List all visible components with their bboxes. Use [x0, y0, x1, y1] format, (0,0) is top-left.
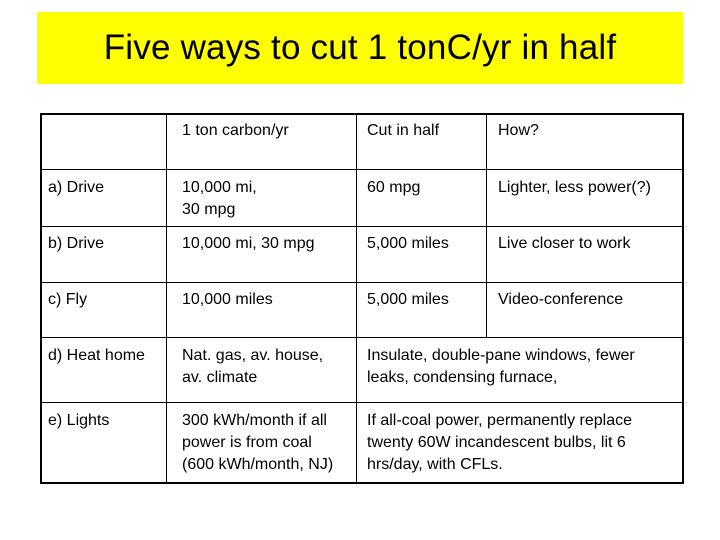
header-cut: Cut in half	[367, 122, 440, 139]
header-carbon: 1 ton carbon/yr	[182, 122, 289, 139]
carbon-line: 300 kWh/month if all	[182, 412, 327, 429]
column-divider	[166, 115, 167, 482]
cut-how-line: twenty 60W incandescent bulbs, lit 6	[367, 434, 626, 451]
cut-how-value	[367, 345, 635, 389]
carbon-value	[182, 345, 323, 389]
row-divider	[42, 226, 682, 227]
row-divider	[42, 337, 682, 338]
row-label: d) Heat home	[48, 347, 145, 364]
carbon-line: power is from coal	[182, 434, 312, 451]
cut-value: 5,000 miles	[367, 291, 449, 308]
carbon-value	[182, 410, 333, 476]
column-divider	[356, 115, 357, 482]
cut-how-line: hrs/day, with CFLs.	[367, 456, 503, 473]
cut-value: 60 mpg	[367, 179, 421, 196]
cut-how-value	[367, 410, 632, 476]
row-divider	[42, 282, 682, 283]
carbon-line: 10,000 mi,	[182, 179, 257, 196]
column-divider	[486, 115, 487, 337]
carbon-value	[182, 177, 257, 221]
carbon-line: av. climate	[182, 369, 258, 386]
cut-how-line: Insulate, double-pane windows, fewer	[367, 347, 635, 364]
how-value: Live closer to work	[498, 235, 631, 252]
carbon-value: 10,000 mi, 30 mpg	[182, 235, 315, 252]
carbon-line: (600 kWh/month, NJ)	[182, 456, 334, 473]
how-value: Video-conference	[498, 291, 624, 308]
carbon-line: Nat. gas, av. house,	[182, 347, 324, 364]
comparison-table	[40, 113, 684, 484]
cut-how-line: If all-coal power, permanently replace	[367, 412, 633, 429]
cut-value: 5,000 miles	[367, 235, 449, 252]
row-label: e) Lights	[48, 412, 110, 429]
how-value: Lighter, less power(?)	[498, 179, 651, 196]
header-how: How?	[498, 122, 539, 139]
row-divider	[42, 169, 682, 170]
row-label: a) Drive	[48, 179, 105, 196]
row-divider	[42, 402, 682, 403]
slide-title: Five ways to cut 1 tonC/yr in half	[103, 28, 617, 67]
row-label: b) Drive	[48, 235, 105, 252]
carbon-line: 30 mpg	[182, 201, 236, 218]
title-banner	[37, 12, 683, 84]
cut-how-line: leaks, condensing furnace,	[367, 369, 558, 386]
row-label: c) Fly	[48, 291, 88, 308]
carbon-value: 10,000 miles	[182, 291, 273, 308]
